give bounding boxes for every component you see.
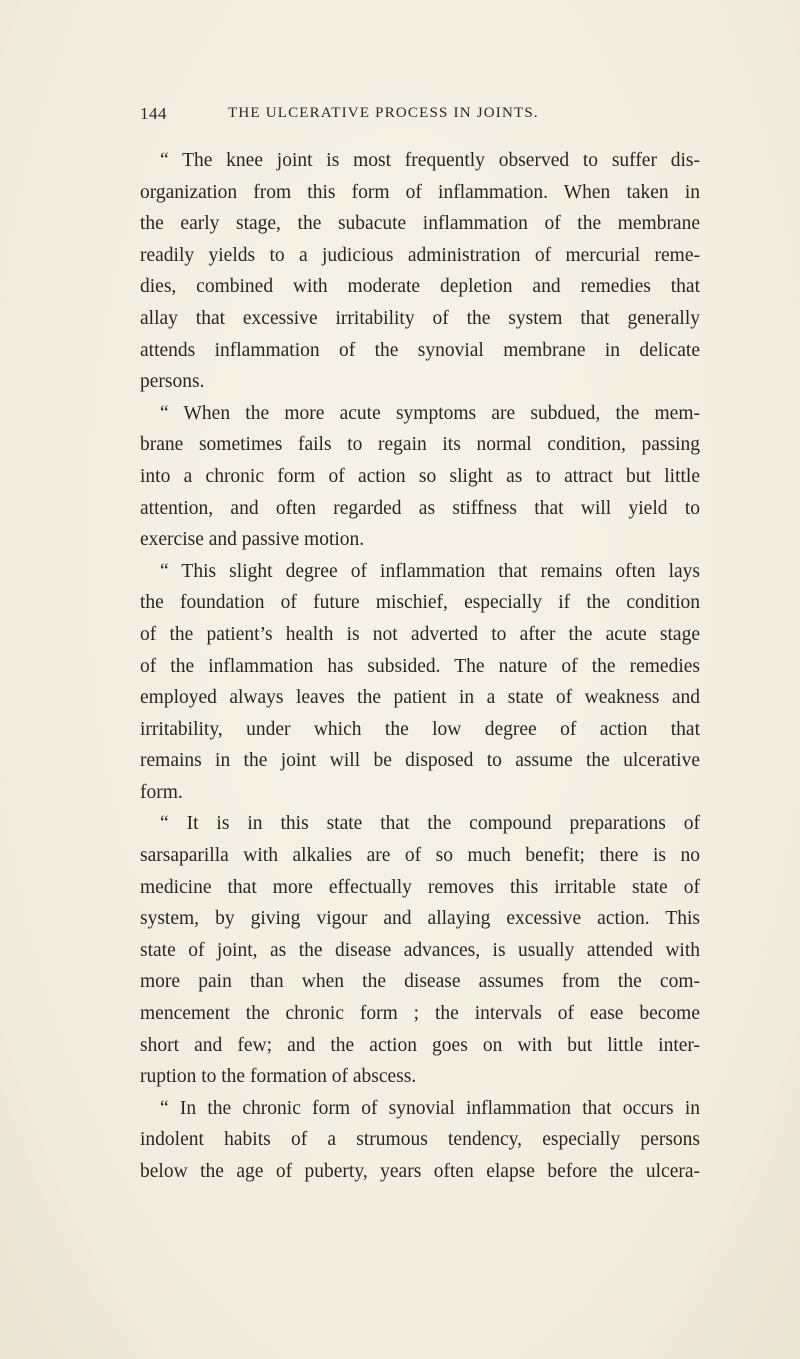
text-line: allay that excessive irritability of the system that generally — [140, 307, 700, 329]
text-line: dies, combined with moderate depletion and remedies that — [140, 276, 700, 298]
text-line: brane sometimes fails to regain its normal condition, passing — [140, 434, 700, 456]
running-title: THE ULCERATIVE PROCESS IN JOINTS. — [228, 105, 539, 121]
text-line: exercise and passive motion. — [140, 529, 365, 551]
page-number: 144 — [140, 104, 167, 123]
text-line: “ The knee joint is most frequently observed to suffer dis- — [160, 150, 700, 171]
text-line: of the inflammation has subsided. The nature of the remedies — [140, 655, 700, 677]
text-line: the early stage, the subacute inflammation of the membrane — [140, 213, 700, 235]
text-line: short and few; and the action goes on with but little inter- — [140, 1034, 700, 1056]
text-line: employed always leaves the patient in a state of weakness and — [140, 687, 700, 709]
text-line: organization from this form of inflammation. When taken in — [140, 181, 700, 203]
text-line: irritability, under which the low degree of action that — [140, 718, 700, 740]
text-line: medicine that more effectually removes this irritable state of — [140, 876, 700, 898]
text-line: “ This slight degree of inflammation that remains often lays — [160, 560, 700, 582]
text-line: indolent habits of a strumous tendency, especially persons — [140, 1129, 700, 1151]
text-line: form. — [140, 781, 183, 803]
text-line: into a chronic form of action so slight as to attract but little — [140, 465, 700, 487]
text-line: more pain than when the disease assumes from the com- — [140, 971, 700, 993]
text-line: remains in the joint will be disposed to assume the ulcerative — [140, 750, 700, 772]
body-text — [140, 145, 700, 1188]
text-line: of the patient’s health is not adverted to after the acute stage — [140, 623, 700, 645]
text-line: persons. — [140, 371, 205, 393]
text-line: “ It is in this state that the compound preparations of — [160, 813, 700, 835]
text-line: the foundation of future mischief, especially if the condition — [140, 592, 700, 614]
text-line: ruption to the formation of abscess. — [140, 1066, 417, 1088]
text-line: below the age of puberty, years often elapse before the ulcera- — [140, 1161, 700, 1182]
text-line: mencement the chronic form ; the intervals of ease become — [140, 1003, 700, 1025]
text-line: sarsaparilla with alkalies are of so much benefit; there is no — [140, 845, 700, 867]
text-line: system, by giving vigour and allaying excessive action. This — [140, 908, 700, 930]
text-line: state of joint, as the disease advances, is usually attended with — [140, 939, 700, 961]
page-header — [140, 104, 700, 134]
text-line: attends inflammation of the synovial membrane in delicate — [140, 339, 700, 361]
text-line: attention, and often regarded as stiffness that will yield to — [140, 497, 700, 519]
text-line: “ In the chronic form of synovial inflammation that occurs in — [160, 1097, 700, 1119]
text-line: readily yields to a judicious administration of mercurial reme- — [140, 244, 700, 266]
text-line: “ When the more acute symptoms are subdued, the mem- — [160, 402, 700, 424]
